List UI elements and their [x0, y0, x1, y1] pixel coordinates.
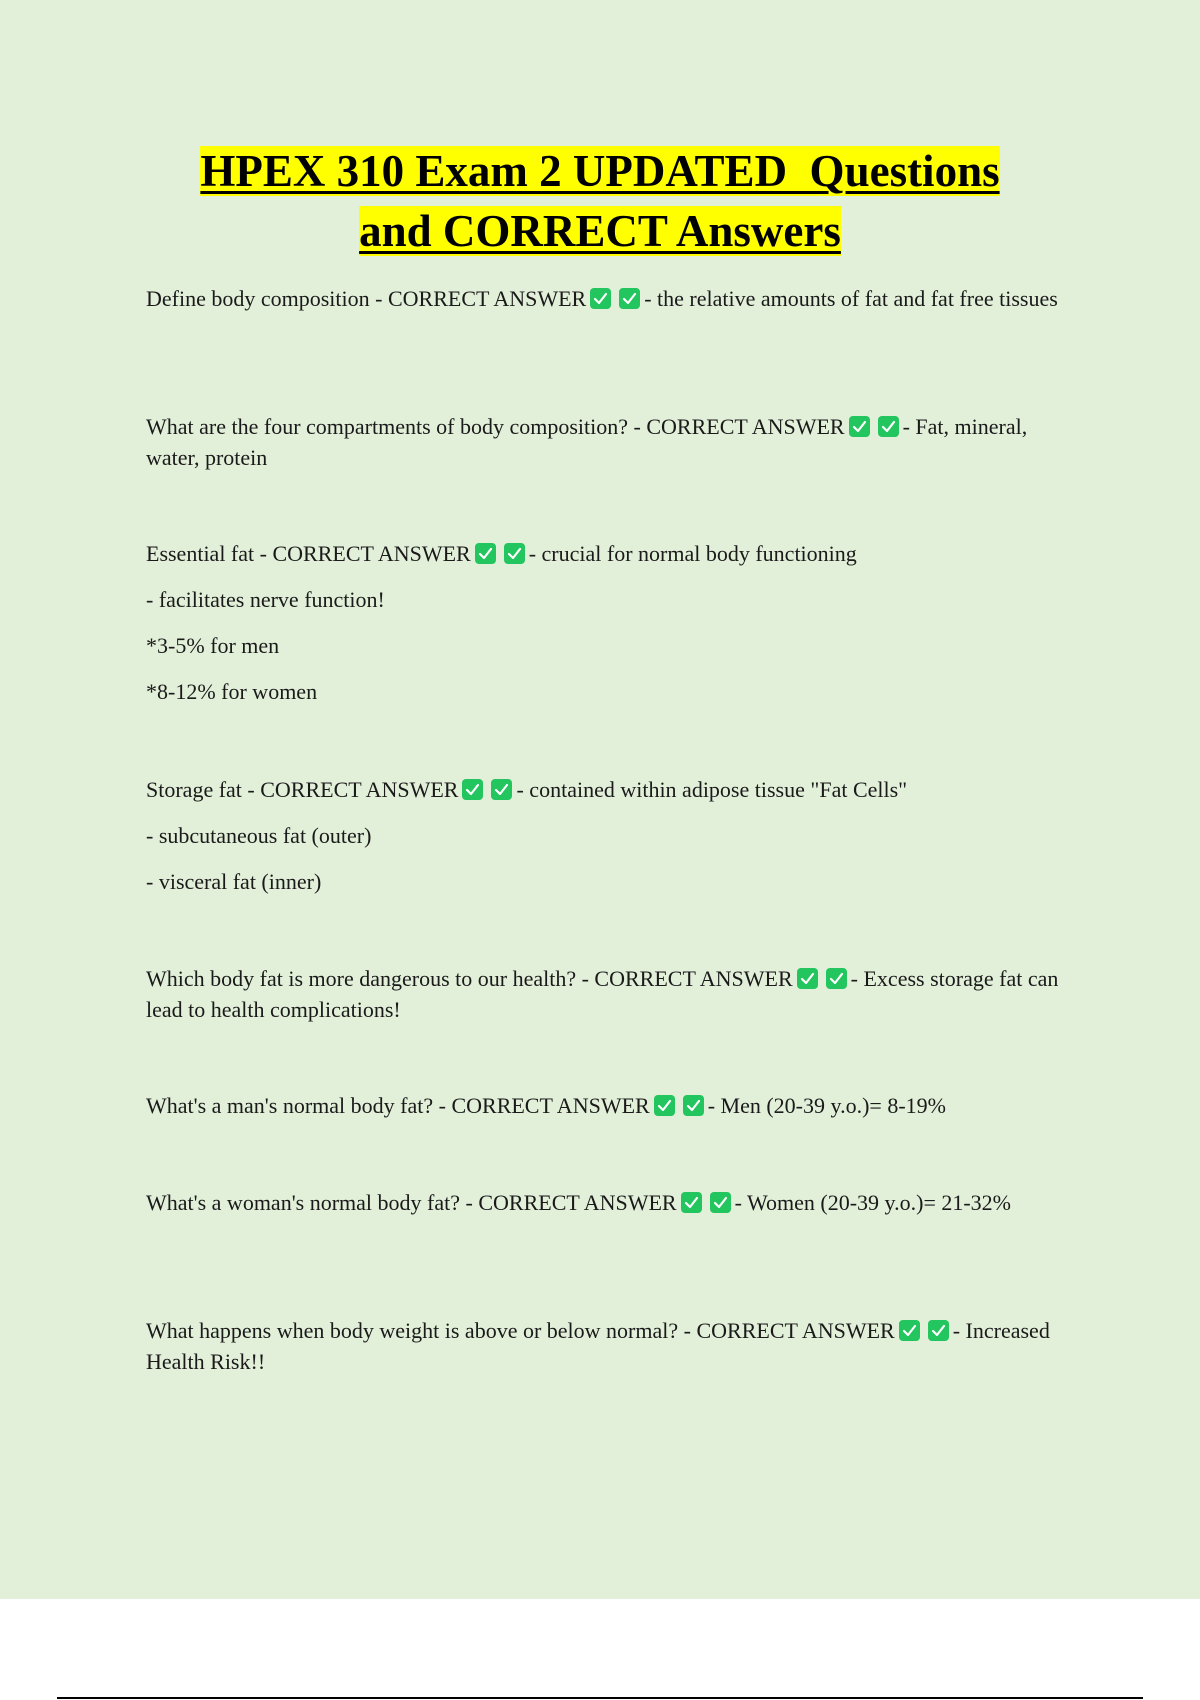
- qa-question-answer: [146, 963, 1086, 1025]
- qa-item: [146, 283, 1086, 314]
- check-box-icon: [654, 1095, 675, 1116]
- correct-answer-label: CORRECT ANSWER: [594, 966, 793, 991]
- title-line-2: and CORRECT Answers: [359, 206, 841, 256]
- answer-text: - the relative amounts of fat and fat free tissues: [644, 286, 1058, 311]
- check-box-icon: [590, 288, 611, 309]
- qa-question-answer: [146, 774, 1086, 805]
- check-box-icon: [475, 543, 496, 564]
- answer-text: - Men (20-39 y.o.)= 8-19%: [707, 1093, 946, 1118]
- qa-question-answer: [146, 283, 1086, 314]
- check-box-icon: [826, 968, 847, 989]
- question-text: Which body fat is more dangerous to our health? -: [146, 966, 595, 991]
- document-title: [0, 141, 1200, 261]
- check-box-icon: [899, 1320, 920, 1341]
- qa-item: [146, 1315, 1086, 1377]
- correct-answer-label: CORRECT ANSWER: [646, 414, 845, 439]
- qa-item: [146, 963, 1086, 1025]
- correct-answer-label: CORRECT ANSWER: [451, 1093, 650, 1118]
- check-box-icon: [491, 779, 512, 800]
- check-box-icon: [849, 416, 870, 437]
- answer-detail-line: - visceral fat (inner): [146, 869, 322, 894]
- answer-text: - Excess storage fat can lead to health complications!: [146, 966, 1059, 1022]
- check-box-icon: [681, 1192, 702, 1213]
- check-box-icon: [878, 416, 899, 437]
- answer-detail-line: *3-5% for men: [146, 633, 280, 658]
- check-box-icon: [797, 968, 818, 989]
- qa-item: [146, 411, 1086, 473]
- correct-answer-label: CORRECT ANSWER: [272, 541, 471, 566]
- check-box-icon: [504, 543, 525, 564]
- qa-question-answer: [146, 1187, 1086, 1218]
- answer-text: - crucial for normal body functioning: [528, 541, 857, 566]
- qa-question-answer: [146, 1090, 1086, 1121]
- check-box-icon: [710, 1192, 731, 1213]
- title-line-1: HPEX 310 Exam 2 UPDATED Questions: [200, 146, 1000, 196]
- correct-answer-label: CORRECT ANSWER: [260, 777, 459, 802]
- qa-item: [146, 774, 1086, 897]
- check-box-icon: [683, 1095, 704, 1116]
- answer-text: - Increased Health Risk!!: [146, 1318, 1050, 1374]
- correct-answer-label: CORRECT ANSWER: [478, 1190, 677, 1215]
- footer-divider: [57, 1697, 1143, 1699]
- question-text: What happens when body weight is above or below normal? -: [146, 1318, 697, 1343]
- check-box-icon: [619, 288, 640, 309]
- answer-detail-line: - facilitates nerve function!: [146, 587, 385, 612]
- answer-text: - contained within adipose tissue "Fat Cells": [516, 777, 908, 802]
- answer-detail-line: *8-12% for women: [146, 679, 318, 704]
- qa-question-answer: [146, 538, 1086, 569]
- qa-item: [146, 538, 1086, 707]
- check-box-icon: [462, 779, 483, 800]
- question-text: What's a woman's normal body fat? -: [146, 1190, 479, 1215]
- qa-item: [146, 1187, 1086, 1218]
- question-text: Storage fat -: [146, 777, 261, 802]
- question-text: What's a man's normal body fat? -: [146, 1093, 452, 1118]
- question-text: Define body composition -: [146, 286, 388, 311]
- question-text: What are the four compartments of body composition? -: [146, 414, 647, 439]
- question-text: Essential fat -: [146, 541, 273, 566]
- check-box-icon: [928, 1320, 949, 1341]
- answer-text: - Women (20-39 y.o.)= 21-32%: [734, 1190, 1012, 1215]
- correct-answer-label: CORRECT ANSWER: [696, 1318, 895, 1343]
- qa-question-answer: [146, 1315, 1086, 1377]
- correct-answer-label: CORRECT ANSWER: [387, 286, 587, 311]
- qa-question-answer: [146, 411, 1086, 473]
- answer-detail-line: - subcutaneous fat (outer): [146, 823, 372, 848]
- qa-item: [146, 1090, 1086, 1121]
- answer-text: - Fat, mineral, water, protein: [146, 414, 1028, 470]
